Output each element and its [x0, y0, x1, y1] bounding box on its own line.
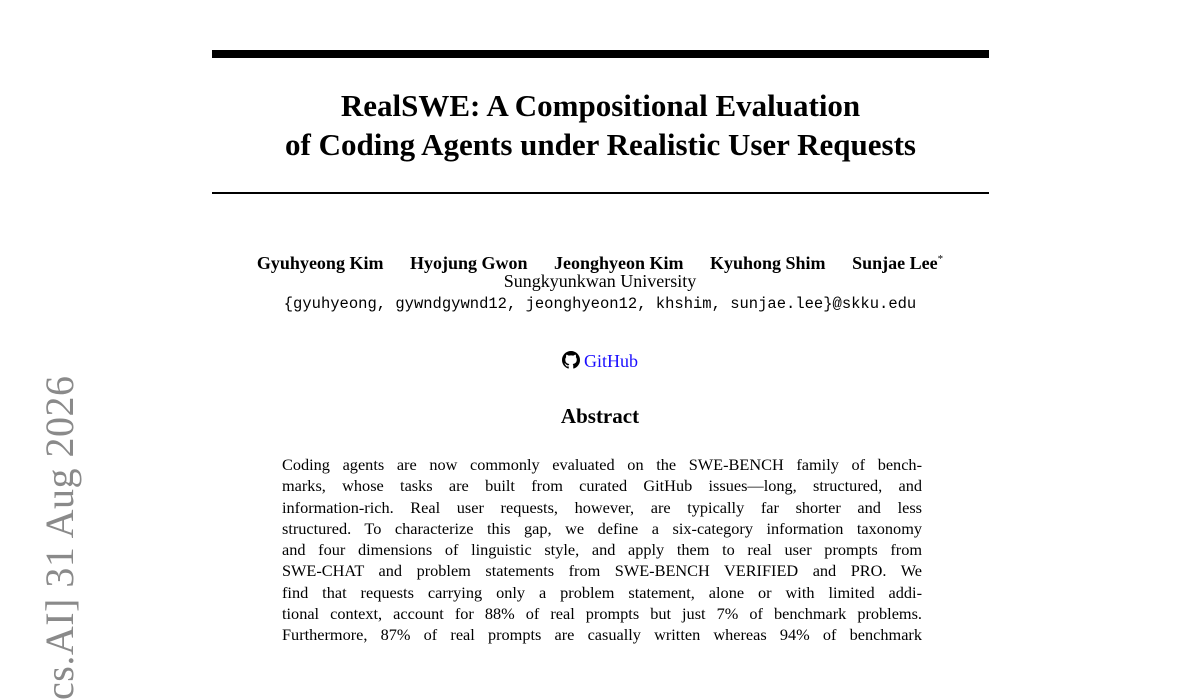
abstract-line: structured. To characterize this gap, we define a six-category information taxonomy: [282, 518, 922, 538]
author-name: Gyuhyeong Kim: [256, 253, 384, 273]
abstract-line: Coding agents are now commonly evaluated on the SWE-BENCH family of bench-: [282, 455, 922, 474]
paper-title-line-2: of Coding Agents under Realistic User Requests: [285, 127, 916, 162]
abstract-line: Furthermore, 87% of real prompts are casually written whereas 94% of benchmark: [282, 625, 922, 645]
abstract-line: SWE-CHAT and problem statements from SWE-BENCH VERIFIED and PRO. We: [282, 561, 922, 581]
arxiv-side-stamp: cs.AI] 31 Aug 2026: [37, 375, 82, 700]
author-name: Sunjae Lee: [852, 253, 938, 273]
author-emails: {gyuhyeong, gywndgywnd12, jeonghyeon12, khshim, sunjae.lee}@skku.edu: [283, 295, 917, 313]
abstract-heading: Abstract: [560, 404, 640, 428]
author-name: Kyuhong Shim: [710, 253, 826, 273]
corresponding-author-mark: *: [937, 253, 944, 265]
affiliation: Sungkyunkwan University: [503, 271, 697, 291]
abstract-body: [282, 454, 922, 646]
title-bottom-rule: [212, 192, 989, 194]
github-link-label[interactable]: GitHub: [584, 351, 638, 371]
github-icon: [562, 351, 580, 375]
abstract-line: information-rich. Real user requests, however, are typically far shorter and less: [282, 497, 922, 517]
github-link[interactable]: [500, 349, 700, 375]
title-top-rule: [212, 50, 989, 58]
abstract-line: tional context, account for 88% of real prompts but just 7% of benchmark problems.: [282, 604, 922, 624]
author-name: Hyojung Gwon: [409, 253, 528, 273]
author-name: Jeonghyeon Kim: [553, 253, 684, 273]
paper-title-line-1: RealSWE: A Compositional Evaluation: [340, 88, 861, 123]
abstract-line: marks, whose tasks are built from curated GitHub issues—long, structured, and: [282, 476, 922, 496]
paper-title: [212, 86, 989, 164]
abstract-line: and four dimensions of linguistic style, and apply them to real user prompts from: [282, 540, 922, 560]
abstract-line: find that requests carrying only a problem statement, alone or with limited addi-: [282, 582, 922, 602]
